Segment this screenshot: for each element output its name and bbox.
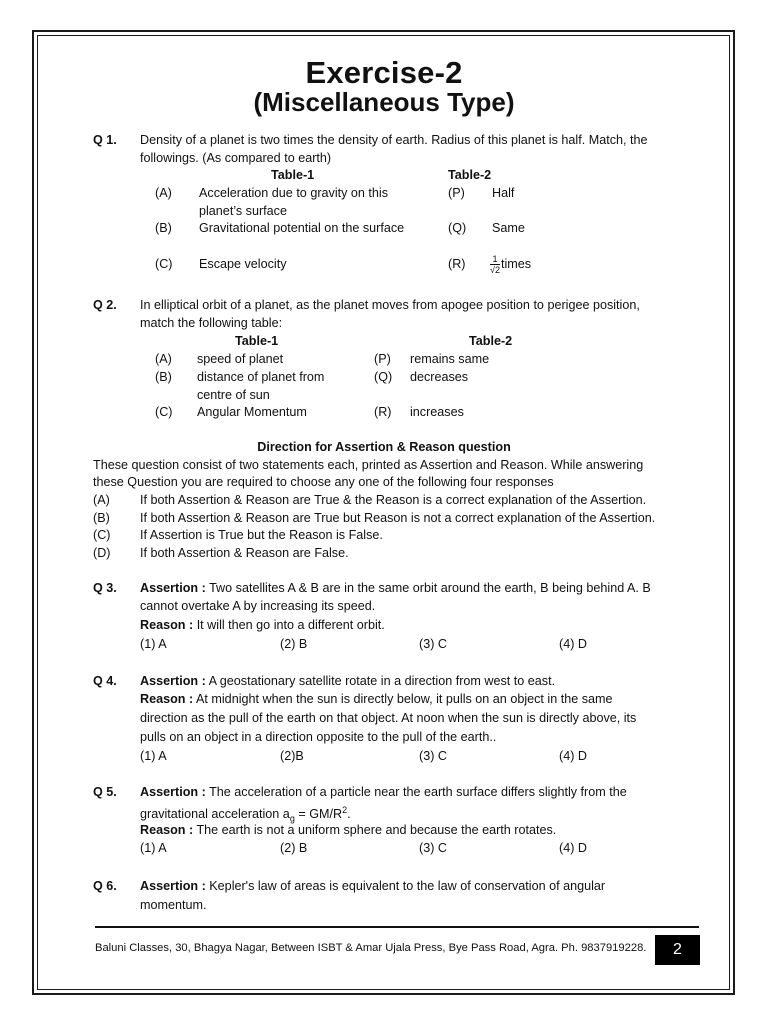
- q4-assertion-line1: [140, 674, 555, 689]
- q2-row-p-key: (P): [374, 352, 391, 366]
- q4-reason-line3: pulls on an object in a direction opposite to the pull of the earth..: [140, 730, 497, 744]
- q6-number: Q 6.: [93, 879, 117, 893]
- direction-option-b-text: If both Assertion & Reason are True but Reason is not a correct explanation of the Assertion.: [140, 511, 656, 525]
- assertion-label: Assertion :: [140, 785, 206, 799]
- direction-intro-line2: these Question you are required to choose any one of the following four responses: [93, 475, 554, 489]
- q4-option-3: (3) C: [419, 749, 447, 763]
- q2-row-c-key: (C): [155, 405, 173, 419]
- reason-label: Reason :: [140, 823, 194, 837]
- q2-row-b-item-cont: centre of sun: [197, 388, 270, 402]
- q2-table2-header: Table-2: [469, 334, 513, 348]
- q4-option-1: (1) A: [140, 749, 167, 763]
- q2-row-a-key: (A): [155, 352, 172, 366]
- exercise-title: Exercise-2: [305, 55, 463, 90]
- q3-assertion-text: Two satellites A & B are in the same orbit around the earth, B being behind A. B: [209, 581, 651, 595]
- times-label: times: [500, 256, 532, 271]
- direction-option-d-text: If both Assertion & Reason are False.: [140, 546, 349, 560]
- q1-table1-header: Table-1: [271, 168, 315, 182]
- q2-stem-line2: match the following table:: [140, 316, 283, 330]
- q5-number: Q 5.: [93, 785, 117, 799]
- direction-option-b-key: (B): [93, 511, 110, 525]
- q5-reason-text: The earth is not a uniform sphere and because the earth rotates.: [196, 823, 557, 837]
- q6-assertion-text: Kepler's law of areas is equivalent to the law of conservation of angular: [209, 879, 606, 893]
- q2-stem-line1: In elliptical orbit of a planet, as the planet moves from apogee position to perigee position,: [140, 298, 640, 312]
- q5-reason-line1: [140, 823, 556, 838]
- q5-assertion-formula-sup: 2: [342, 805, 348, 815]
- q4-option-4: (4) D: [559, 749, 587, 763]
- q2-row-q-match: decreases: [410, 370, 469, 384]
- q1-row-a-item: Acceleration due to gravity on this: [199, 186, 389, 200]
- q4-reason-line2: direction as the pull of the earth on that object. At noon when the sun is directly above, its: [140, 711, 637, 725]
- assertion-label: Assertion :: [140, 879, 206, 893]
- q1-row-q-match: Same: [492, 221, 525, 235]
- q1-row-b-item: Gravitational potential on the surface: [199, 221, 405, 235]
- q1-table2-header: Table-2: [448, 168, 492, 182]
- fraction-numerator: 1: [490, 254, 500, 265]
- q1-row-c-item: Escape velocity: [199, 257, 287, 271]
- direction-heading: Direction for Assertion & Reason question: [257, 440, 511, 454]
- q3-option-1: (1) A: [140, 637, 167, 651]
- q1-row-c-key: (C): [155, 257, 173, 271]
- q5-option-2: (2) B: [280, 841, 308, 855]
- q2-row-r-match: increases: [410, 405, 464, 419]
- q3-reason-line1: [140, 618, 385, 633]
- q5-assertion-formula-sub: g: [289, 813, 295, 824]
- q4-reason-line1: [140, 692, 613, 707]
- q4-reason-text: At midnight when the sun is directly below, it pulls on an object in the same: [196, 692, 613, 706]
- q3-number: Q 3.: [93, 581, 117, 595]
- q3-option-3: (3) C: [419, 637, 447, 651]
- q5-assertion-text: The acceleration of a particle near the earth surface differs slightly from the: [209, 785, 627, 799]
- q2-row-p-match: remains same: [410, 352, 490, 366]
- q1-row-q-key: (Q): [448, 221, 467, 235]
- q2-row-b-key: (B): [155, 370, 172, 384]
- q1-row-a-item-cont: planet’s surface: [199, 204, 287, 218]
- q1-row-p-key: (P): [448, 186, 465, 200]
- q2-table1-header: Table-1: [235, 334, 279, 348]
- reason-label: Reason :: [140, 692, 194, 706]
- q2-row-b-item: distance of planet from: [197, 370, 325, 384]
- q5-assertion-formula-mid: = GM/R: [294, 807, 343, 822]
- q5-assertion-formula-end: .: [347, 807, 351, 822]
- q3-option-4: (4) D: [559, 637, 587, 651]
- q3-assertion-line1: [140, 581, 651, 596]
- q1-row-b-key: (B): [155, 221, 172, 235]
- q3-reason-text: It will then go into a different orbit.: [196, 618, 385, 632]
- q4-number: Q 4.: [93, 674, 117, 688]
- assertion-label: Assertion :: [140, 581, 206, 595]
- footer-address: Baluni Classes, 30, Bhagya Nagar, Between ISBT & Amar Ujala Press, Bye Pass Road, Agra. Ph. 9837919228.: [95, 942, 647, 954]
- q1-row-p-match: Half: [492, 186, 515, 200]
- q5-option-3: (3) C: [419, 841, 447, 855]
- one-over-root-two-fraction: [490, 254, 500, 275]
- direction-option-a-text: If both Assertion & Reason are True & the Reason is a correct explanation of the Assertion.: [140, 493, 647, 507]
- direction-intro-line1: These question consist of two statements each, printed as Assertion and Reason. While answering: [93, 458, 644, 472]
- q6-assertion-line1: [140, 879, 605, 894]
- q5-option-1: (1) A: [140, 841, 167, 855]
- q1-number: Q 1.: [93, 133, 117, 147]
- reason-label: Reason :: [140, 618, 194, 632]
- q3-option-2: (2) B: [280, 637, 308, 651]
- q1-stem-line2: followings. (As compared to earth): [140, 151, 332, 165]
- q1-row-a-key: (A): [155, 186, 172, 200]
- q2-row-a-item: speed of planet: [197, 352, 284, 366]
- q6-assertion-line2: momentum.: [140, 898, 207, 912]
- direction-option-c-text: If Assertion is True but the Reason is False.: [140, 528, 383, 542]
- direction-option-c-key: (C): [93, 528, 111, 542]
- q5-assertion-line1: [140, 785, 627, 800]
- q5-assertion-formula-pre: gravitational acceleration a: [140, 807, 290, 822]
- q1-stem-line1: Density of a planet is two times the density of earth. Radius of this planet is half. Match, the: [140, 133, 648, 147]
- direction-option-a-key: (A): [93, 493, 110, 507]
- q1-row-r-key: (R): [448, 257, 466, 271]
- q2-row-q-key: (Q): [374, 370, 393, 384]
- q5-option-4: (4) D: [559, 841, 587, 855]
- direction-option-d-key: (D): [93, 546, 111, 560]
- q4-option-2: (2)B: [280, 749, 304, 763]
- exercise-subtitle: (Miscellaneous Type): [253, 87, 515, 117]
- fraction-denominator: √2: [490, 265, 500, 275]
- q2-row-r-key: (R): [374, 405, 392, 419]
- q3-assertion-line2: cannot overtake A by increasing its speed.: [140, 599, 376, 613]
- q1-row-r-match: [490, 254, 531, 275]
- q2-row-c-item: Angular Momentum: [197, 405, 307, 419]
- footer-divider: [95, 926, 699, 928]
- assertion-label: Assertion :: [140, 674, 206, 688]
- page-number: 2: [655, 935, 700, 965]
- q2-number: Q 2.: [93, 298, 117, 312]
- q4-assertion-text: A geostationary satellite rotate in a direction from west to east.: [208, 674, 556, 688]
